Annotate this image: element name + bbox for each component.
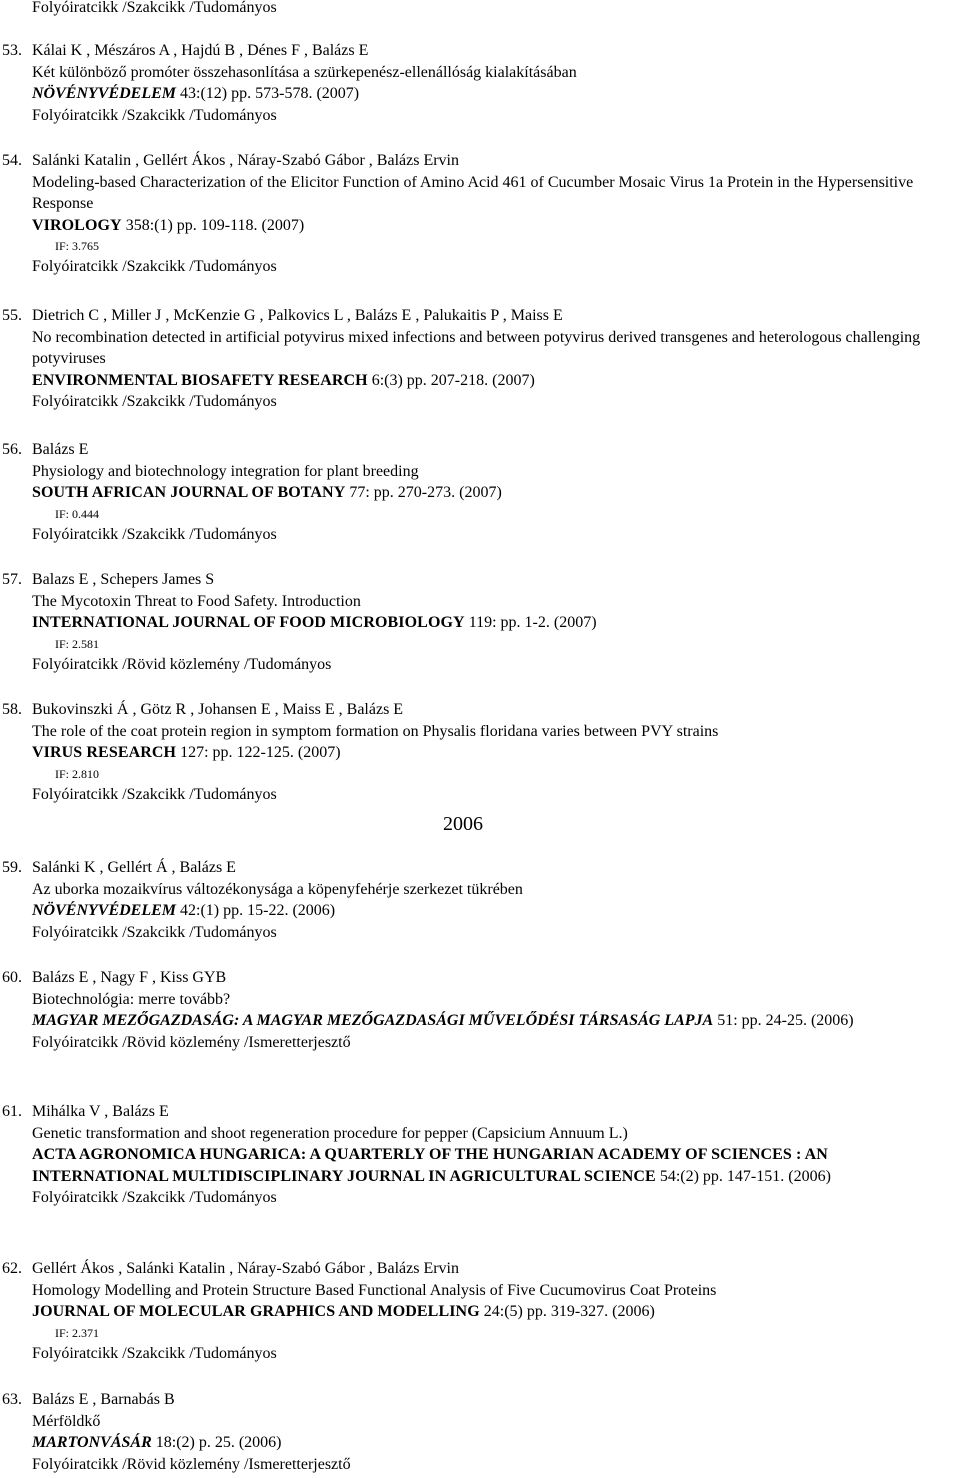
entry-authors: Mihálka V , Balázs E: [32, 1103, 169, 1120]
entry-journal: SOUTH AFRICAN JOURNAL OF BOTANY: [32, 484, 346, 501]
entry-title: Genetic transformation and shoot regeneration procedure for pepper (Capsicium Annuum L.): [32, 1124, 628, 1142]
entry-number: 59.: [2, 859, 22, 876]
entry-authors: Balázs E: [32, 441, 89, 458]
entry-number: 53.: [2, 42, 22, 59]
entry-citation: [32, 742, 937, 764]
entry-citation: [32, 612, 937, 634]
impact-factor: IF: 2.810: [55, 766, 100, 781]
entry-authors: Salánki K , Gellért Á , Balázs E: [32, 859, 236, 876]
entry-number: 57.: [2, 571, 22, 588]
entry-title: Két különböző promóter összehasonlítása a szürkepenész-ellenállóság kialakításában: [32, 63, 577, 81]
entry-title: The Mycotoxin Threat to Food Safety. Introduction: [32, 592, 361, 610]
entry-number: 63.: [2, 1391, 22, 1408]
entry-title: Homology Modelling and Protein Structure Based Functional Analysis of Five Cucumovirus Coat Proteins: [32, 1281, 717, 1299]
entry-number: 60.: [2, 969, 22, 986]
entry-citation: [32, 215, 937, 237]
entry-journal: MARTONVÁSÁR: [32, 1434, 152, 1451]
entry-authors: Bukovinszki Á , Götz R , Johansen E , Maiss E , Balázs E: [32, 701, 404, 718]
entry-number: 62.: [2, 1260, 22, 1277]
impact-factor: IF: 2.581: [55, 636, 100, 651]
entry-citation: [32, 900, 937, 922]
entry-title: Modeling-based Characterization of the Elicitor Function of Amino Acid 461 of Cucumber Mosaic Virus 1a Protein in the Hypersensitive Response: [32, 173, 914, 212]
entry-category: Folyóiratcikk /Szakcikk /Tudományos: [32, 1189, 277, 1206]
entry-category: Folyóiratcikk /Szakcikk /Tudományos: [32, 106, 277, 124]
entry-journal: VIRUS RESEARCH: [32, 744, 177, 761]
entry-citation: [32, 1010, 937, 1032]
entry-volume-pages-year: 77: pp. 270-273. (2007): [345, 484, 502, 501]
entry-volume-pages-year: 42:(1) pp. 15-22. (2006): [176, 902, 336, 919]
entry-title: Physiology and biotechnology integration for plant breeding: [32, 462, 419, 480]
entry-authors: Gellért Ákos , Salánki Katalin , Náray-Szabó Gábor , Balázs Ervin: [32, 1260, 459, 1277]
entry-volume-pages-year: 358:(1) pp. 109-118. (2007): [121, 216, 305, 234]
entry-volume-pages-year: 119: pp. 1-2. (2007): [464, 614, 597, 631]
entry-citation: [32, 482, 937, 504]
entry-category: Folyóiratcikk /Szakcikk /Tudományos: [32, 923, 277, 941]
entry-authors: Kálai K , Mészáros A , Hajdú B , Dénes F , Balázs E: [32, 42, 369, 59]
entry-volume-pages-year: 18:(2) p. 25. (2006): [151, 1434, 282, 1451]
entry-number: 54.: [2, 152, 22, 169]
entry-authors: Balázs E , Barnabás B: [32, 1391, 175, 1408]
entry-title: The role of the coat protein region in symptom formation on Physalis floridana varies between PVY strains: [32, 722, 719, 740]
year-heading: 2006: [443, 813, 483, 835]
entry-category: Folyóiratcikk /Szakcikk /Tudományos: [32, 525, 277, 543]
entry-citation: [32, 370, 937, 392]
entry-journal: MAGYAR MEZŐGAZDASÁG: A MAGYAR MEZŐGAZDASÁGI MŰVELŐDÉSI TÁRSASÁG LAPJA: [32, 1012, 714, 1029]
entry-category: Folyóiratcikk /Szakcikk /Tudományos: [32, 785, 277, 803]
entry-journal: VIROLOGY: [32, 216, 122, 234]
entry-journal: INTERNATIONAL JOURNAL OF FOOD MICROBIOLOGY: [32, 614, 465, 631]
entry-category: Folyóiratcikk /Rövid közlemény /Ismeretterjesztő: [32, 1455, 351, 1473]
entry-journal: NÖVÉNYVÉDELEM: [32, 85, 177, 102]
entry-number: 58.: [2, 701, 22, 718]
entry-number: 56.: [2, 441, 22, 458]
entry-journal: ENVIRONMENTAL BIOSAFETY RESEARCH: [32, 371, 368, 389]
entry-citation: [32, 83, 937, 105]
impact-factor: IF: 3.765: [55, 239, 100, 253]
entry-authors: Salánki Katalin , Gellért Ákos , Náray-Szabó Gábor , Balázs Ervin: [32, 152, 459, 169]
entry-number: 61.: [2, 1103, 22, 1120]
entry-volume-pages-year: 24:(5) pp. 319-327. (2006): [479, 1303, 655, 1320]
entry-journal: ACTA AGRONOMICA HUNGARICA: A QUARTERLY OF THE HUNGARIAN ACADEMY OF SCIENCES : AN INTERNATIONAL MULTIDISCIPLINARY JOURNAL IN AGRICULTURAL SCIENCE: [32, 1146, 828, 1185]
entry-number: 55.: [2, 307, 22, 324]
entry-title: Az uborka mozaikvírus változékonysága a köpenyfehérje szerkezet tükrében: [32, 880, 523, 898]
impact-factor: IF: 0.444: [55, 506, 100, 521]
entry-volume-pages-year: 43:(12) pp. 573-578. (2007): [176, 85, 360, 102]
entry-volume-pages-year: 54:(2) pp. 147-151. (2006): [655, 1167, 831, 1185]
entry-category: Folyóiratcikk /Szakcikk /Tudományos: [32, 1344, 277, 1362]
entry-citation: [32, 1144, 937, 1187]
entry-volume-pages-year: 6:(3) pp. 207-218. (2007): [367, 371, 535, 389]
entry-authors: Balazs E , Schepers James S: [32, 571, 215, 588]
entry-title: No recombination detected in artificial potyvirus mixed infections and between potyvirus derived transgenes and heterologous challenging potyviruses: [32, 328, 921, 367]
entry-category: Folyóiratcikk /Szakcikk /Tudományos: [32, 393, 277, 410]
entry-journal: JOURNAL OF MOLECULAR GRAPHICS AND MODELLING: [32, 1303, 480, 1320]
entry-authors: Balázs E , Nagy F , Kiss GYB: [32, 969, 227, 986]
entry-category: Folyóiratcikk /Rövid közlemény /Tudományos: [32, 655, 332, 673]
entry-citation: [32, 1432, 937, 1454]
entry-title: Mérföldkő: [32, 1412, 101, 1430]
entry-category: Folyóiratcikk /Rövid közlemény /Ismeretterjesztő: [32, 1033, 351, 1051]
entry-category: Folyóiratcikk /Szakcikk /Tudományos: [32, 0, 277, 16]
entry-journal: NÖVÉNYVÉDELEM: [32, 902, 177, 919]
entry-title: Biotechnológia: merre tovább?: [32, 990, 231, 1008]
entry-authors: Dietrich C , Miller J , McKenzie G , Palkovics L , Balázs E , Palukaitis P , Maiss E: [32, 307, 563, 324]
entry-volume-pages-year: 51: pp. 24-25. (2006): [713, 1012, 854, 1029]
entry-category: Folyóiratcikk /Szakcikk /Tudományos: [32, 258, 277, 275]
entry-volume-pages-year: 127: pp. 122-125. (2007): [176, 744, 341, 761]
entry-citation: [32, 1301, 937, 1323]
impact-factor: IF: 2.371: [55, 1325, 100, 1340]
